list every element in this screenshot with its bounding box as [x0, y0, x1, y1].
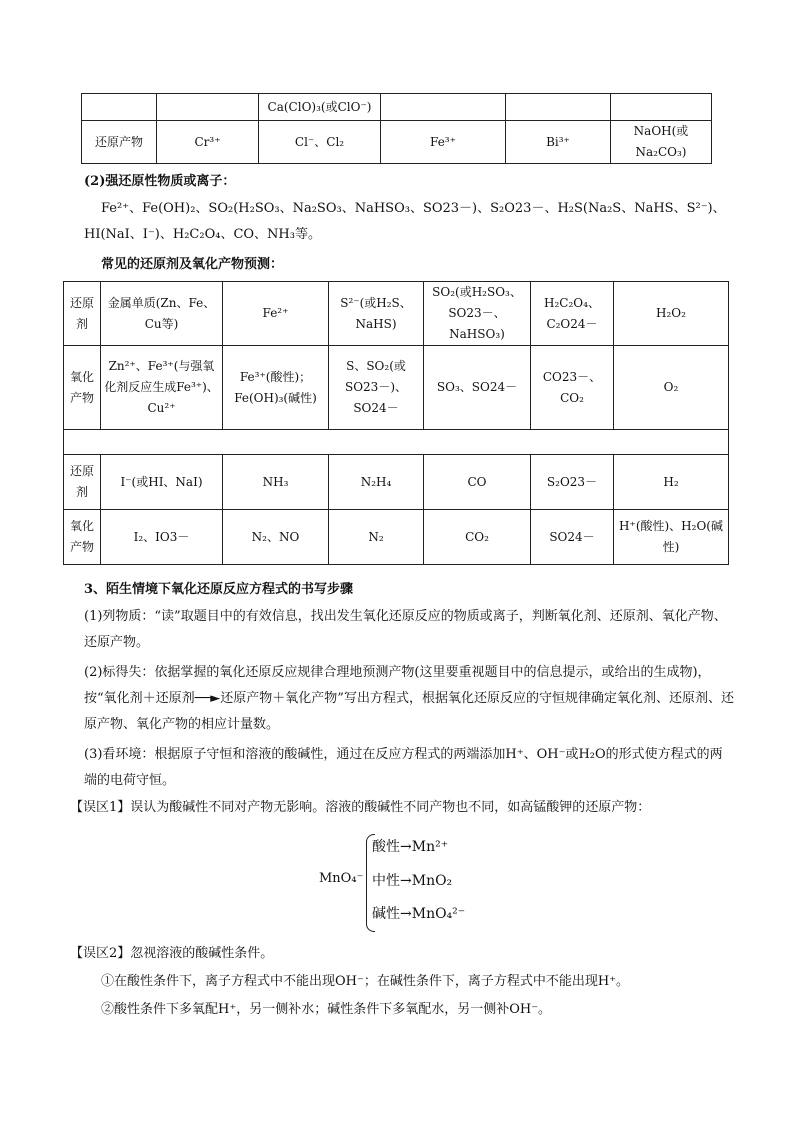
table-cell: NaOH(或Na₂CO₃) — [611, 121, 712, 164]
table-cell: H₂C₂O₄、C₂O24－ — [531, 282, 614, 346]
row-label: 还原剂 — [64, 455, 101, 510]
table-cell: Fe³⁺ — [381, 121, 506, 164]
paragraph: Fe²⁺、Fe(OH)₂、SO₂(H₂SO₃、Na₂SO₃、NaHSO₃、SO23－)、S₂O23－、H₂S(Na₂S、NaHS、S²⁻)、HI(NaI、I⁻)、H₂C₂O₄、CO、NH₃等。 — [84, 201, 726, 242]
paragraph: (3)看环境：根据原子守恒和溶液的酸碱性，通过在反应方程式的两端添加H⁺、OH⁻或H₂O的形式使方程式的两端的电荷守恒。 — [84, 747, 723, 788]
table-row — [64, 346, 729, 430]
table-cell: O₂ — [614, 346, 729, 430]
table-cell: Fe³⁺(酸性)；Fe(OH)₃(碱性) — [223, 346, 329, 430]
table-cell: SO₃、SO24－ — [424, 346, 531, 430]
rule-item: ①在酸性条件下，离子方程式中不能出现OH⁻；在碱性条件下，离子方程式中不能出现H⁺。 — [101, 974, 630, 989]
table-cell: CO — [424, 455, 531, 510]
table-cell: S₂O23－ — [531, 455, 614, 510]
table-cell: I⁻(或HI、NaI) — [101, 455, 223, 510]
table-cell — [611, 94, 712, 121]
permanganate-ion: MnO₄⁻ — [319, 871, 364, 886]
row-label: 氧化产物 — [64, 510, 101, 565]
table-cell: H₂ — [614, 455, 729, 510]
table-cell: N₂H₄ — [329, 455, 424, 510]
table-cell: SO₂(或H₂SO₃、SO23－、NaHSO₃) — [424, 282, 531, 346]
paragraph: (1)列物质：“读”取题目中的有效信息，找出发生氧化还原反应的物质或离子，判断氧化剂、还原剂、氧化产物、还原产物。 — [84, 609, 727, 650]
reduction-products-table — [81, 93, 712, 164]
row-label: 还原产物 — [82, 121, 157, 164]
table-cell: N₂ — [329, 510, 424, 565]
row-label: 氧化产物 — [64, 346, 101, 430]
table-row — [64, 430, 729, 455]
table-cell: H₂O₂ — [614, 282, 729, 346]
row-label: 还原剂 — [64, 282, 101, 346]
table-cell: N₂、NO — [223, 510, 329, 565]
table-cell — [381, 94, 506, 121]
table-row — [64, 510, 729, 565]
table-cell: SO24－ — [531, 510, 614, 565]
table-cell: S、SO₂(或SO23－)、SO24－ — [329, 346, 424, 430]
section-heading: 3、陌生情境下氧化还原反应方程式的书写步骤 — [84, 582, 354, 597]
empty-row — [64, 430, 729, 455]
table-cell — [506, 94, 611, 121]
branch-acidic: 酸性→Mn²⁺ — [372, 839, 449, 855]
note-misconception-1: 【误区1】误认为酸碱性不同对产物无影响。溶液的酸碱性不同产物也不同，如高锰酸钾的还原产物： — [70, 800, 651, 815]
table-cell: Zn²⁺、Fe³⁺(与强氧化剂反应生成Fe³⁺)、Cu²⁺ — [101, 346, 223, 430]
table-cell: S²⁻(或H₂S、NaHS) — [329, 282, 424, 346]
subheading: 常见的还原剂及氧化产物预测： — [101, 257, 284, 272]
table-cell: I₂、IO3－ — [101, 510, 223, 565]
table-cell: Ca(ClO)₃(或ClO⁻) — [259, 94, 381, 121]
table-cell: Bi³⁺ — [506, 121, 611, 164]
table-cell: NH₃ — [223, 455, 329, 510]
table-cell: Cl⁻、Cl₂ — [259, 121, 381, 164]
table-cell: CO₂ — [424, 510, 531, 565]
table-cell: Cr³⁺ — [157, 121, 259, 164]
table-cell: 金属单质(Zn、Fe、Cu等) — [101, 282, 223, 346]
paragraph: (2)标得失：依据掌握的氧化还原反应规律合理地预测产物(这里要重视题目中的信息提示，或给出的生成物)，按“氧化剂＋还原剂──►还原产物＋氧化产物”写出方程式，根据氧化还原反应的守恒规律确定氧化剂、还原剂、还原产物、氧化产物的相应计量数。 — [84, 665, 734, 732]
branch-basic: 碱性→MnO₄²⁻ — [372, 906, 466, 922]
rule-item: ②酸性条件下多氧配H⁺，另一侧补水；碱性条件下多氧配水，另一侧补OH⁻。 — [101, 1002, 552, 1017]
table-cell: CO23－、CO₂ — [531, 346, 614, 430]
table-cell: Fe²⁺ — [223, 282, 329, 346]
table-cell — [157, 94, 259, 121]
note-misconception-2: 【误区2】忽视溶液的酸碱性条件。 — [70, 946, 274, 961]
table-row — [64, 455, 729, 510]
reducers-table — [63, 281, 729, 565]
table-row — [64, 282, 729, 346]
section-heading: (2)强还原性物质或离子： — [84, 174, 236, 189]
table-row — [82, 94, 712, 121]
table-row — [82, 121, 712, 164]
branch-neutral: 中性→MnO₂ — [372, 873, 453, 889]
table-cell: H⁺(酸性)、H₂O(碱性) — [614, 510, 729, 565]
table-cell — [82, 94, 157, 121]
